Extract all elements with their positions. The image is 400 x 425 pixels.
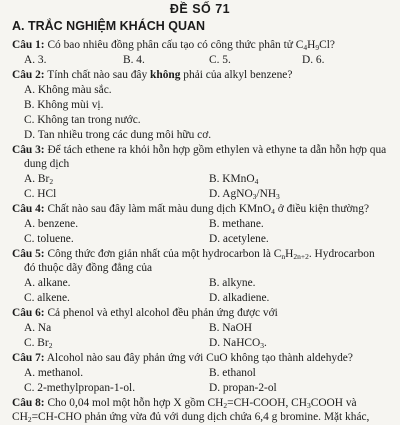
question-number: Câu 6:: [12, 307, 45, 319]
section-heading: A. TRẮC NGHIỆM KHÁCH QUAN: [12, 19, 206, 33]
option-c: C. HCl: [24, 188, 57, 200]
option-c: C. toluene.: [24, 233, 74, 245]
question-6: Câu 6: Cả phenol và ethyl alcohol đều phản ứng được với: [12, 307, 278, 319]
option-b: B. ethanol: [209, 367, 256, 379]
option-b: B. alkyne.: [209, 277, 256, 289]
option-a: A. Không màu sắc.: [24, 84, 112, 96]
question-7: Câu 7: Alcohol nào sau đây phản ứng với CuO không tạo thành aldehyde?: [12, 352, 353, 364]
option-a: A. $Br_2$: [24, 173, 54, 186]
question-8-continuation: $CH_2=CH$-CHO phản ứng vừa đủ với dung dịch chứa 6,4 g bromine. Mặt khác,: [12, 411, 370, 424]
option-b: B. methane.: [209, 218, 264, 230]
option-d: D. Tan nhiều trong các dung môi hữu cơ.: [24, 129, 212, 141]
option-b: B. 4.: [123, 54, 145, 66]
question-number: Câu 2:: [12, 69, 45, 81]
option-b: B. KMnO$_4$: [209, 173, 259, 186]
question-number: Câu 3:: [12, 144, 45, 156]
question-number: Câu 8:: [12, 397, 45, 409]
question-number: Câu 5:: [12, 248, 45, 260]
question-number: Câu 7:: [12, 352, 45, 364]
question-4: Câu 4: Chất nào sau đây làm mất màu dung dịch KMnO$_4$ ở điều kiện thường?: [12, 203, 369, 216]
question-3-continuation: dung dịch: [24, 158, 70, 170]
question-8: Câu 8: Cho 0,04 mol một hỗn hợp X gồm $CH_2=CH$-COOH, $CH_3COOH$ và: [12, 397, 357, 410]
option-d: D. NaHCO$_3$.: [209, 337, 267, 350]
option-a: A. benzene.: [24, 218, 79, 230]
option-a: A. methanol.: [24, 367, 84, 379]
exam-title: ĐỀ SỐ 71: [169, 2, 231, 16]
option-b: B. Không mùi vị.: [24, 99, 104, 111]
option-d: D. acetylene.: [209, 233, 269, 245]
option-b: B. NaOH: [209, 322, 253, 334]
option-a: A. alkane.: [24, 277, 71, 289]
option-d: D. 6.: [302, 54, 325, 66]
question-3: Câu 3: Để tách ethene ra khỏi hỗn hợp gồm ethylen và ethyne ta dẫn hỗn hợp qua: [12, 144, 387, 156]
question-5: Câu 5: Công thức đơn giản nhất của một hydrocarbon là $C_nH_{2n+2}$. Hydrocarbon: [12, 248, 375, 261]
question-number: Câu 4:: [12, 203, 45, 215]
question-number: Câu 1:: [12, 39, 45, 51]
option-a: A. 3.: [24, 54, 47, 66]
option-c: C. $Br_2$: [24, 337, 53, 350]
option-c: C. 5.: [209, 54, 231, 66]
option-c: C. alkene.: [24, 292, 70, 304]
question-2: Câu 2: Tính chất nào sau đây không phải của alkyl benzene?: [12, 69, 293, 81]
question-5-continuation: đó thuộc dãy đồng đẳng của: [24, 262, 153, 274]
option-d: D. alkadiene.: [209, 292, 270, 304]
option-c: C. Không tan trong nước.: [24, 114, 141, 126]
option-d: D. propan-2-ol: [209, 382, 277, 394]
option-a: A. Na: [24, 322, 52, 334]
question-1: Câu 1: Có bao nhiêu đồng phân cấu tạo có công thức phân tử $C_4H_9Cl$?: [12, 39, 335, 52]
option-c: C. 2-methylpropan-1-ol.: [24, 382, 136, 394]
option-d: D. $AgNO_3/NH_3$: [209, 188, 280, 201]
